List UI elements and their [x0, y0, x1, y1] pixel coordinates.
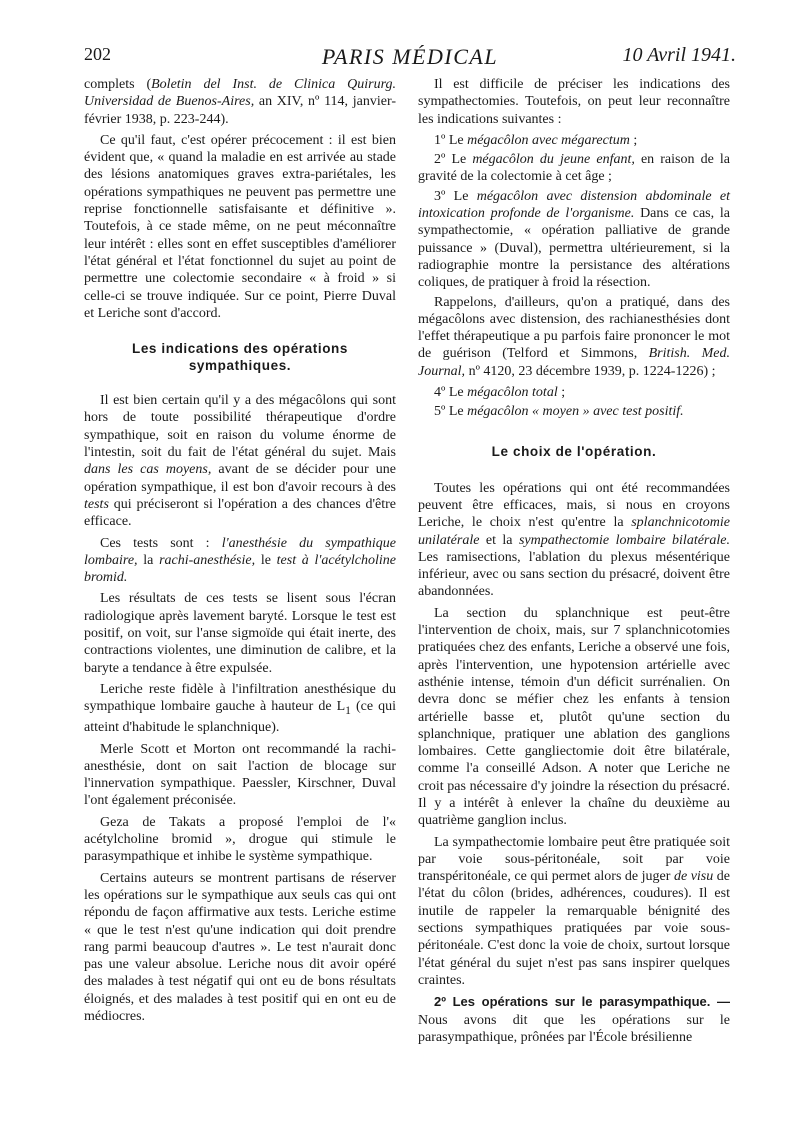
paragraph: complets (Boletin del Inst. de Clinica Quirurg. Universidad de Buenos-Aires, an XIV, nº 114, janvier-février 1938, p. 223-244).: [84, 77, 396, 127]
paragraph: Toutes les opérations qui ont été recommandées peuvent être efficaces, mais, si nous en croyons Leriche, le choix n'est qu'entre la splanchnicotomie unilatérale et la sympathectomie lombaire bilatérale. Les ramisections, l'ablation du plexus mésentérique inférieur, avec ou sans section du présacré, doivent être abandonnées.: [418, 480, 730, 600]
paragraph: Les résultats de ces tests se lisent sous l'écran radiologique après lavement baryté. Lorsque le test est positif, on voit, sur l'anse sigmoïde qui était inerte, des contractions violentes, une diminution de calibre, et la baryte a tendance à être expulsée.: [84, 591, 396, 676]
paragraph: Il est bien certain qu'il y a des mégacôlons qui sont hors de toute possibilité thérapeutique d'ordre sympathique, soit en raison du volume énorme de l'intestin, soit du fait de l'état général du sujet. Mais dans les cas moyens, avant de se décider pour une opération sympathique, il est bon d'avoir recours à des tests qui préciseront si l'opération a des chances d'être efficace.: [84, 393, 396, 530]
journal-title: PARIS MÉDICAL: [321, 44, 499, 69]
list-item: 1º Le mégacôlon avec mégarectum ;: [434, 132, 638, 148]
issue-date: 10 Avril 1941.: [622, 44, 736, 66]
section-heading: Les indications des opérations sympathiques.: [131, 341, 349, 374]
list-item: 4º Le mégacôlon total ;: [434, 385, 566, 401]
paragraph: Rappelons, d'ailleurs, qu'on a pratiqué, dans des mégacôlons avec distension, des rachianesthésies dont l'effet thérapeutique a pu parfois faire prononcer le mot de guérison (Telford et Simmons, British. Med. Journal, nº 4120, 23 décembre 1939, p. 1224-1226) ;: [418, 294, 730, 379]
paragraph: Ces tests sont : l'anesthésie du sympathique lombaire, la rachi-anesthésie, le test à l'acétylcholine bromid.: [84, 535, 397, 586]
paragraph: Leriche reste fidèle à l'infiltration anesthésique du sympathique lombaire gauche à hauteur de $L_1$ (ce qui atteint d'habitude le splanchnique).: [84, 681, 397, 736]
left-column: [84, 76, 396, 1029]
paragraph: La section du splanchnique est peut-être l'intervention de choix, mais, sur 7 splanchnicotomies pratiquées chez des enfants, Leriche a observé une fois, après l'intervention, une hypotension artérielle avec asthénie intense, témoin d'un déficit surrénalien. On devra donc se méfier chez les enfants à tension artérielle basse et, plutôt qu'une section du splanchnique, pratiquer une ablation des ganglions lombaires. Cette gangliectomie doit être bilatérale, comme l'a conseillé Adson. A noter que Leriche ne croit pas nécessaire d'y joindre la résection du présacré. Il y a intérêt à enlever la chaîne du deuxième au quatrième ganglion inclus.: [418, 605, 730, 829]
run-in-heading: 2º Les opérations sur le parasympathique. —: [434, 994, 730, 1010]
list-item: 5º Le mégacôlon « moyen » avec test positif.: [434, 404, 684, 420]
list-item: 3º Le mégacôlon avec distension abdominale et intoxication profonde de l'organisme. Dans ce cas, la sympathectomie, « opération palliative de grande puissance » (Duval), permettra ultérieurement, si la radiographie montre la persistance des altérations coliques, de pratiquer à froid la résection.: [418, 188, 730, 291]
paragraph: Merle Scott et Morton ont recommandé la rachi-anesthésie, dont on sait l'action de blocage sur l'innervation sympathique. Paessler, Kirschner, Duval l'ont également préconisée.: [84, 741, 396, 809]
paragraph: La sympathectomie lombaire peut être pratiquée soit par voie sous-péritonéale, soit par voie transpéritonéale, ce qui permet alors de juger de visu de l'état du côlon (brides, adhérences, coudures). Il est inutile de rappeler la remarquable bénignité des sections sympathiques pratiquées par voie sous-péritonéale. C'est donc la voie de choix, surtout lorsque l'état général du sujet n'est pas sans inspirer quelques craintes.: [418, 834, 731, 988]
right-column: [418, 76, 730, 1050]
section-heading: Le choix de l'opération.: [491, 443, 657, 459]
paragraph: Certains auteurs se montrent partisans de réserver les opérations sur le sympathique aux seuls cas qui ont répondu de façon affirmative aux tests. Leriche estime « que le test n'est qu'une indication qui doit prendre rang parmi beaucoup d'autres ». Le test n'aurait donc pas une valeur absolue. Leriche nous dit avoir opéré des malades à test négatif qui ont eu de bons résultats éloignés, et des malades à test positif qui en ont eu de médiocres.: [84, 870, 396, 1025]
page-header: [84, 44, 736, 74]
paragraph: Geza de Takats a proposé l'emploi de l'« acétylcholine bromid », drogue qui stimule le parasympathique et inhibe le système sympathique.: [84, 814, 396, 865]
paragraph: Il est difficile de préciser les indications des sympathectomies. Toutefois, on peut leur reconnaître les indications suivantes :: [418, 77, 730, 127]
paragraph: 2º Les opérations sur le parasympathique. — Nous avons dit que les opérations sur le parasympathique, prônées par l'École brésilienne: [418, 994, 730, 1045]
list-item: 2º Le mégacôlon du jeune enfant, en raison de la gravité de la colectomie à cet âge ;: [418, 152, 731, 185]
paragraph: Ce qu'il faut, c'est opérer précocement : il est bien évident que, « quand la maladie en est arrivée au stade des lésions anatomiques graves extra-pariétales, les opérations sympathiques ne peuvent pas permettre une reprise fonctionnelle satisfaisante et définitive ». Toutefois, à ce stade même, on ne peut méconnaître leur intérêt : elles sont en effet susceptibles d'améliorer l'état général et l'état fonctionnel du sujet au point de permettre une colectomie secondaire « à froid » si celle-ci se trouve indiquée. Sur ce point, Pierre Duval et Leriche sont d'accord.: [84, 132, 396, 321]
page-number: 202: [84, 44, 111, 64]
